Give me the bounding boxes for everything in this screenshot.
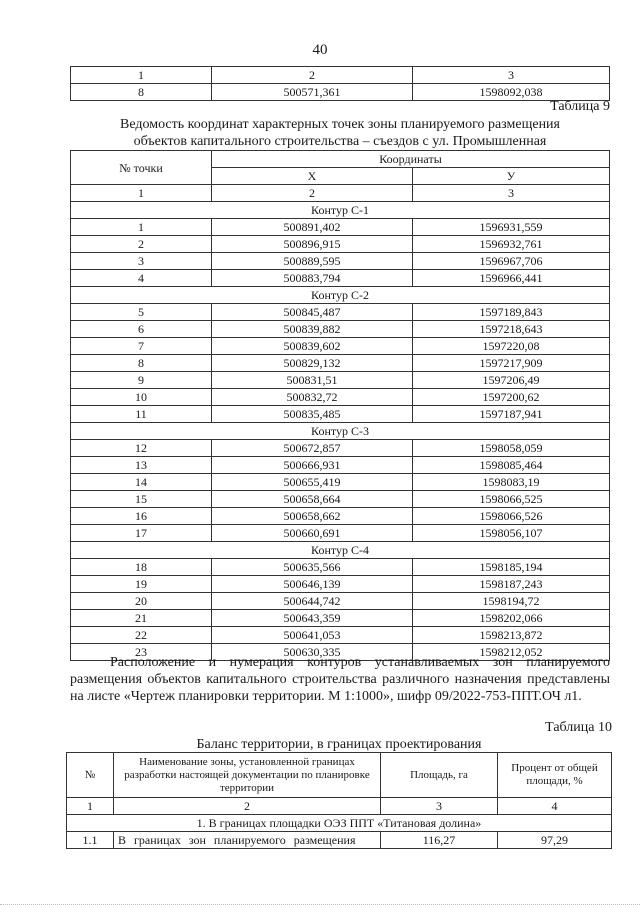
table-cell: 3	[413, 67, 610, 84]
table10	[66, 752, 612, 849]
col-coords-header: Координаты	[212, 151, 610, 168]
coord-y: 1598213,872	[413, 627, 610, 644]
header-area: Площадь, га	[381, 753, 498, 798]
table-row	[71, 440, 610, 457]
coord-x: 500896,915	[212, 236, 413, 253]
coord-y: 1598194,72	[413, 593, 610, 610]
coord-x: 500630,335	[212, 644, 413, 661]
coord-x: 500660,691	[212, 525, 413, 542]
point-number: 18	[71, 559, 212, 576]
coord-y: 1597200,62	[413, 389, 610, 406]
table-row	[71, 627, 610, 644]
point-number: 17	[71, 525, 212, 542]
point-number: 1	[71, 219, 212, 236]
table-cell: 500571,361	[212, 84, 413, 101]
coord-x: 500839,882	[212, 321, 413, 338]
coord-y: 1596967,706	[413, 253, 610, 270]
table10-title: Баланс территории, в границах проектирования	[196, 737, 482, 752]
point-number: 6	[71, 321, 212, 338]
coord-x: 500891,402	[212, 219, 413, 236]
table-cell: 1	[67, 798, 114, 815]
header-percent: Процент от общей площади, %	[498, 753, 612, 798]
top-table	[70, 66, 610, 101]
coord-y: 1597189,843	[413, 304, 610, 321]
point-number: 3	[71, 253, 212, 270]
table-row	[71, 304, 610, 321]
coord-x: 500643,359	[212, 610, 413, 627]
point-number: 8	[71, 355, 212, 372]
contour-title: Контур С-2	[71, 287, 610, 304]
table-row	[71, 185, 610, 202]
table-cell: 1	[71, 185, 212, 202]
coord-y: 1598066,525	[413, 491, 610, 508]
point-number: 23	[71, 644, 212, 661]
table9-label: Таблица 9	[550, 99, 610, 114]
coord-y: 1598202,066	[413, 610, 610, 627]
table9-title-line: Ведомость координат характерных точек зоны планируемого размещения	[119, 117, 560, 132]
col-point-header: № точки	[71, 151, 212, 185]
footer-divider	[0, 904, 640, 905]
point-number: 21	[71, 610, 212, 627]
point-number: 19	[71, 576, 212, 593]
table-row	[67, 832, 612, 849]
table-row	[71, 508, 610, 525]
table-cell: 4	[498, 798, 612, 815]
table-cell: 1	[71, 67, 212, 84]
coord-y: 1598083,19	[413, 474, 610, 491]
page-number: 40	[312, 42, 328, 58]
table-row	[71, 474, 610, 491]
table10-label: Таблица 10	[545, 720, 612, 735]
contour-title: Контур С-3	[71, 423, 610, 440]
table-row	[71, 67, 610, 84]
table-row	[71, 576, 610, 593]
table-row	[71, 457, 610, 474]
coord-x: 500889,595	[212, 253, 413, 270]
contour-row	[71, 287, 610, 304]
table-row	[71, 593, 610, 610]
coord-y: 1598185,194	[413, 559, 610, 576]
coord-x: 500831,51	[212, 372, 413, 389]
contour-row	[71, 542, 610, 559]
coord-x: 500635,566	[212, 559, 413, 576]
table-cell: 2	[212, 185, 413, 202]
table-cell: 97,29	[498, 832, 612, 849]
table-row	[71, 253, 610, 270]
point-number: 9	[71, 372, 212, 389]
coord-x: 500658,662	[212, 508, 413, 525]
point-number: 5	[71, 304, 212, 321]
table-row	[71, 372, 610, 389]
point-number: 7	[71, 338, 212, 355]
coord-y: 1597218,643	[413, 321, 610, 338]
point-number: 2	[71, 236, 212, 253]
point-number: 14	[71, 474, 212, 491]
table-row	[71, 491, 610, 508]
table-cell: 3	[413, 185, 610, 202]
table-row	[71, 559, 610, 576]
point-number: 4	[71, 270, 212, 287]
table-cell: 8	[71, 84, 212, 101]
table9-title	[70, 116, 610, 150]
contour-title: Контур С-1	[71, 202, 610, 219]
point-number: 12	[71, 440, 212, 457]
table-cell: 116,27	[381, 832, 498, 849]
coord-x: 500658,664	[212, 491, 413, 508]
contour-row	[71, 202, 610, 219]
table-row	[71, 236, 610, 253]
coord-y: 1596931,559	[413, 219, 610, 236]
point-number: 10	[71, 389, 212, 406]
coord-y: 1598187,243	[413, 576, 610, 593]
coord-x: 500839,602	[212, 338, 413, 355]
table-row	[71, 355, 610, 372]
table-header-row	[67, 753, 612, 798]
coord-y: 1597217,909	[413, 355, 610, 372]
col-y-header: У	[413, 168, 610, 185]
coord-y: 1596932,761	[413, 236, 610, 253]
coord-y: 1597187,941	[413, 406, 610, 423]
coord-y: 1598066,526	[413, 508, 610, 525]
table-row	[71, 219, 610, 236]
table-row	[71, 525, 610, 542]
paragraph-text: Расположение и нумерация контуров устанавливаемых зон планируемого размещения объектов капитального строительства различного назначения представлены на листе «Чертеж планировки территории. М 1:1000», шифр 09/2022-753-ППТ.ОЧ л1.	[70, 655, 610, 704]
coord-y: 1597220,08	[413, 338, 610, 355]
point-number: 16	[71, 508, 212, 525]
coord-x: 500655,419	[212, 474, 413, 491]
coord-x: 500832,72	[212, 389, 413, 406]
table-row	[67, 798, 612, 815]
point-number: 20	[71, 593, 212, 610]
table-cell: 1.1	[67, 832, 114, 849]
table-row	[71, 610, 610, 627]
table-row	[71, 84, 610, 101]
section-title: 1. В границах площадки ОЭЗ ППТ «Титановая долина»	[67, 815, 612, 832]
point-number: 22	[71, 627, 212, 644]
coord-y: 1598212,052	[413, 644, 610, 661]
coord-y: 1597206,49	[413, 372, 610, 389]
header-num: №	[67, 753, 114, 798]
coord-x: 500644,742	[212, 593, 413, 610]
coord-x: 500641,053	[212, 627, 413, 644]
coord-y: 1598056,107	[413, 525, 610, 542]
coord-y: 1598085,464	[413, 457, 610, 474]
coord-y: 1596966,441	[413, 270, 610, 287]
coord-x: 500829,132	[212, 355, 413, 372]
contour-title: Контур С-4	[71, 542, 610, 559]
point-number: 15	[71, 491, 212, 508]
table-cell: 1598092,038	[413, 84, 610, 101]
header-zone-name: Наименование зоны, установленной границах разработки настоящей документации по планировке территории	[114, 753, 381, 798]
table-cell: 3	[381, 798, 498, 815]
table-header-row	[71, 151, 610, 168]
coord-y: 1598058,059	[413, 440, 610, 457]
contour-row	[71, 423, 610, 440]
table-row	[71, 389, 610, 406]
coord-x: 500845,487	[212, 304, 413, 321]
table-cell: 2	[212, 67, 413, 84]
coord-x: 500666,931	[212, 457, 413, 474]
table-row	[71, 338, 610, 355]
table-cell: В границах зон планируемого размещения	[114, 832, 381, 849]
coord-x: 500672,857	[212, 440, 413, 457]
coord-x: 500646,139	[212, 576, 413, 593]
table-row	[71, 406, 610, 423]
body-paragraph	[70, 654, 610, 705]
point-number: 11	[71, 406, 212, 423]
point-number: 13	[71, 457, 212, 474]
coord-x: 500883,794	[212, 270, 413, 287]
col-x-header: Х	[212, 168, 413, 185]
table-row	[71, 270, 610, 287]
table-row	[71, 321, 610, 338]
table9	[70, 150, 610, 661]
table9-title-line: объектов капитального строительства – съездов с ул. Промышленная	[133, 134, 547, 149]
coord-x: 500835,485	[212, 406, 413, 423]
table-section-row	[67, 815, 612, 832]
table-cell: 2	[114, 798, 381, 815]
